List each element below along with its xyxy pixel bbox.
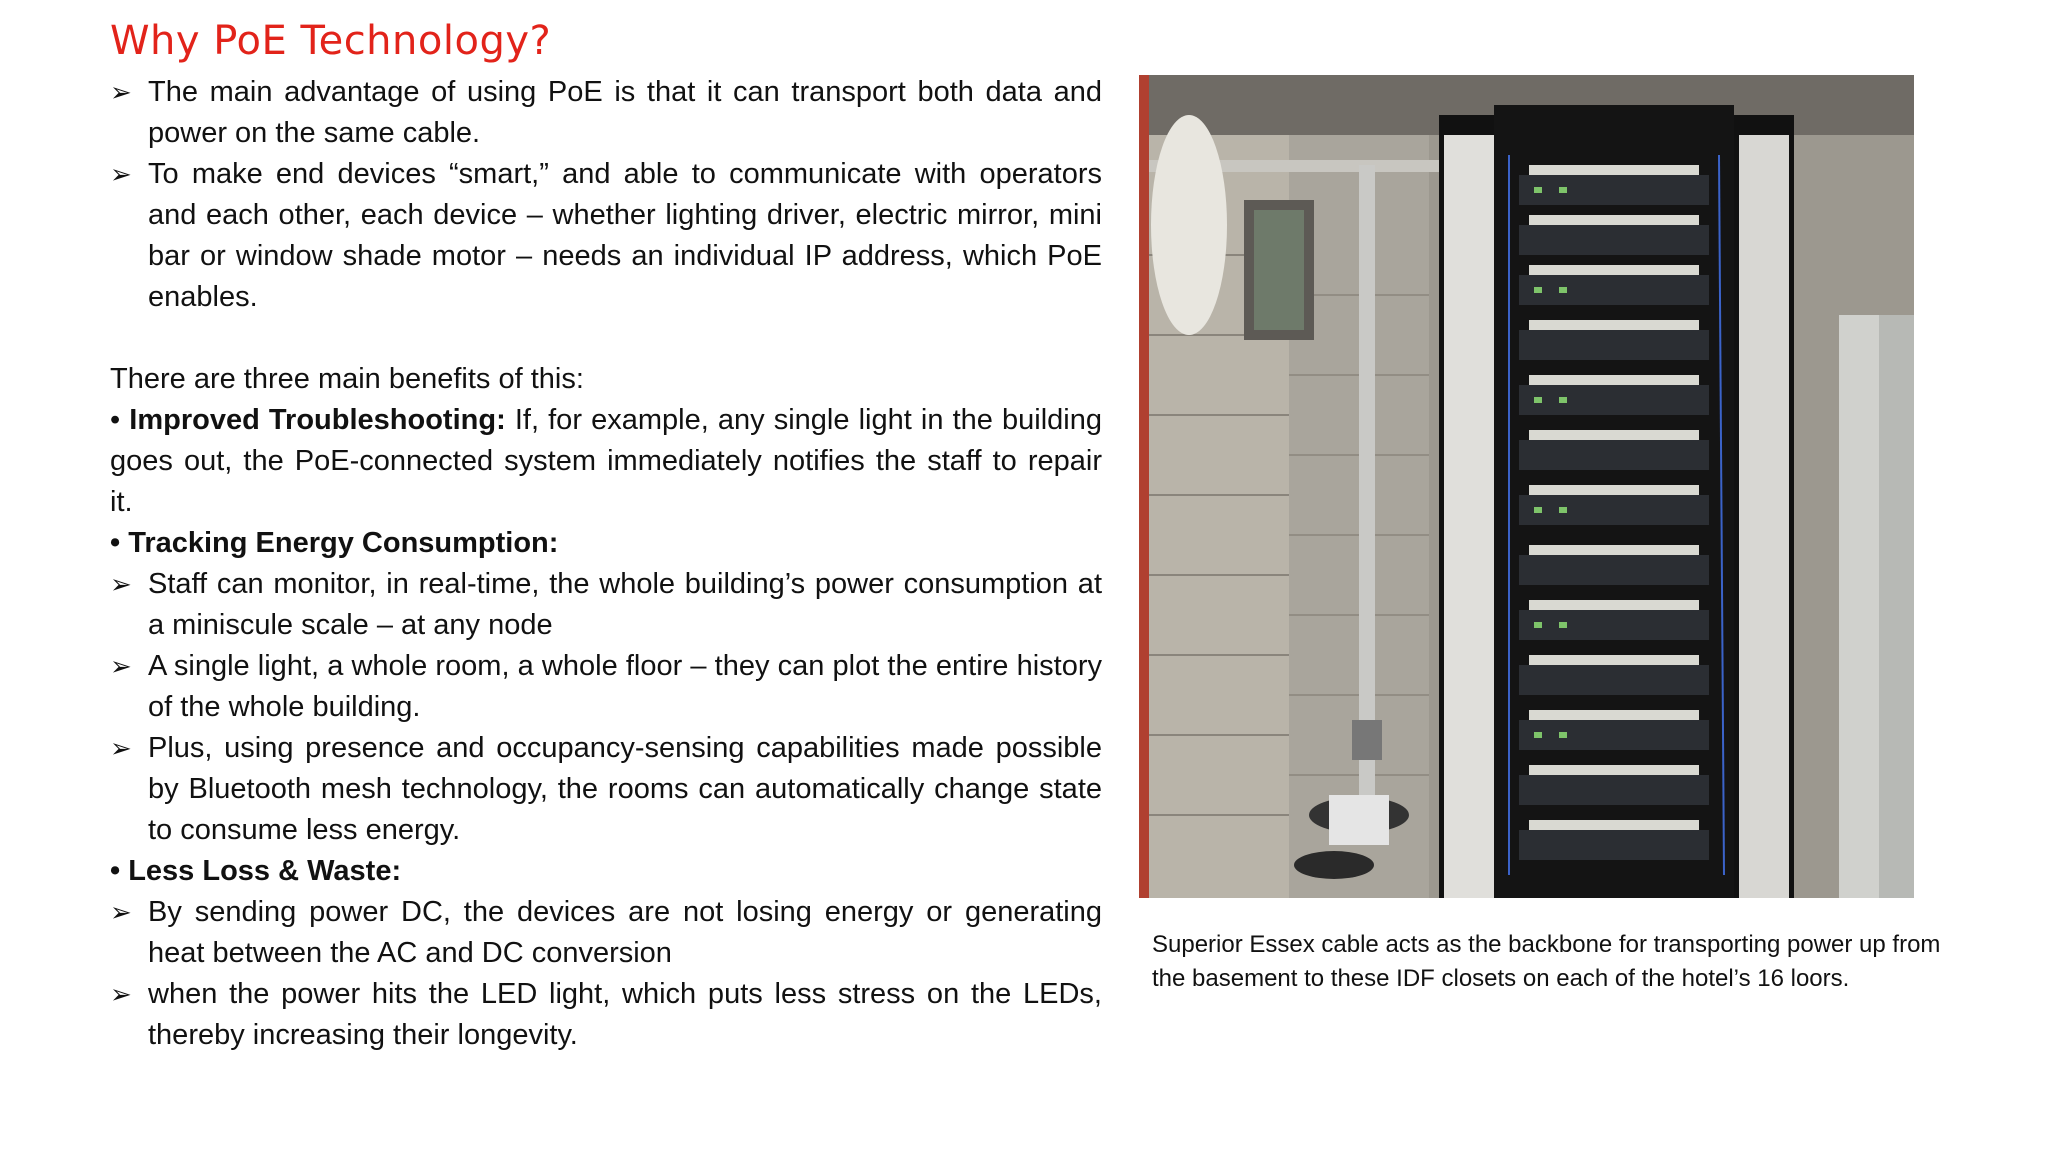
arrow-bullet-icon: ➢ [110, 897, 132, 927]
list-item: ➢ A single light, a whole room, a whole floor – they can plot the entire history of the whole building. [110, 646, 1102, 728]
list-item: ➢ when the power hits the LED light, which puts less stress on the LEDs, thereby increasing their longevity. [110, 974, 1102, 1056]
arrow-bullet-icon: ➢ [110, 979, 132, 1009]
benefit-heading: Improved Troubleshooting: [129, 404, 506, 436]
list-item: ➢ To make end devices “smart,” and able to communicate with operators and each other, each device – whether lighting driver, electric mirror, mini bar or window shade motor – needs an individual IP address, which PoE enables. [110, 154, 1102, 318]
arrow-bullet-icon: ➢ [110, 733, 132, 763]
photo-caption: Superior Essex cable acts as the backbone for transporting power up from the basement to these IDF closets on each of the hotel’s 16 loors. [1152, 931, 1941, 992]
arrow-bullet-icon: ➢ [110, 569, 132, 599]
arrow-bullet-icon: ➢ [110, 77, 132, 107]
text-content [110, 72, 1102, 1056]
benefit-heading-waste: • Less Loss & Waste: [110, 855, 402, 887]
list-item: ➢ Plus, using presence and occupancy-sensing capabilities made possible by Bluetooth mesh technology, the rooms can automatically change state to consume less energy. [110, 728, 1102, 851]
server-rack-photo [1139, 75, 1914, 898]
arrow-bullet-icon: ➢ [110, 159, 132, 189]
bullet-icon: • [110, 404, 121, 436]
slide-title: Why PoE Technology? [110, 18, 552, 64]
list-item: ➢ The main advantage of using PoE is that it can transport both data and power on the same cable. [110, 72, 1102, 154]
list-item: ➢ By sending power DC, the devices are not losing energy or generating heat between the AC and DC conversion [110, 892, 1102, 974]
benefits-intro: There are three main benefits of this: [110, 363, 584, 395]
benefit-heading-energy: • Tracking Energy Consumption: [110, 527, 559, 559]
arrow-bullet-icon: ➢ [110, 651, 132, 681]
benefit-troubleshooting [110, 400, 1102, 523]
benefit-text: If, for example, any single light in the building goes out, the PoE-connected system immediately notifies the staff to repair it. [110, 404, 1103, 518]
list-item: ➢ Staff can monitor, in real-time, the whole building’s power consumption at a miniscule scale – at any node [110, 564, 1102, 646]
